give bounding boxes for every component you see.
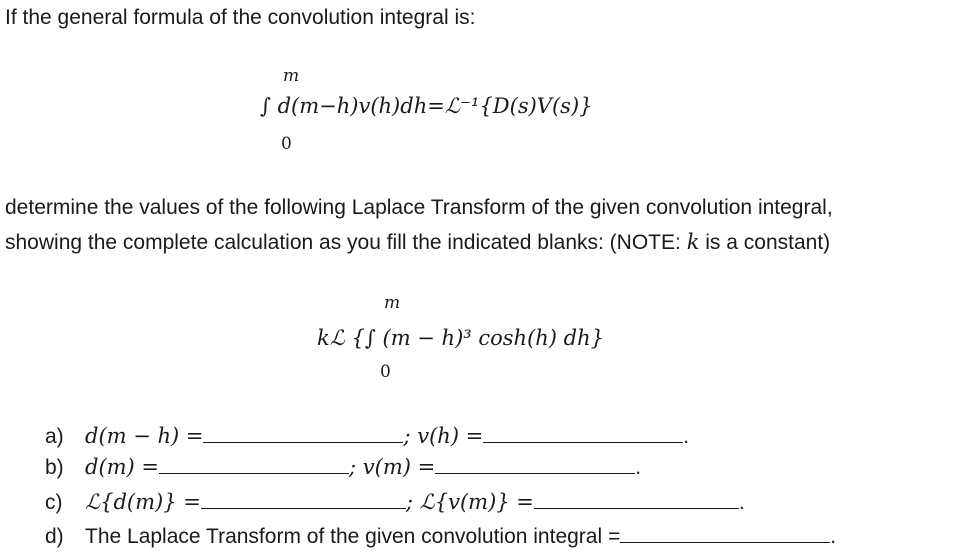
instructions-line2 bbox=[5, 230, 830, 255]
question-c bbox=[45, 490, 745, 515]
instructions-line1: determine the values of the following Laplace Transform of the given convolution integral, bbox=[5, 196, 833, 219]
blank-laplace-d-m[interactable] bbox=[201, 490, 406, 509]
formula2-expression: kℒ {∫ (m − h)³ cosh(h) dh} bbox=[317, 326, 604, 350]
question-a-end: . bbox=[683, 425, 690, 448]
intro-text: If the general formula of the convolution integral is: bbox=[5, 6, 476, 29]
formula2-upper-limit: m bbox=[384, 293, 401, 313]
constant-k: k bbox=[686, 230, 700, 254]
blank-laplace-v-m[interactable] bbox=[534, 490, 739, 509]
formula1-expression: ∫ d(m−h)v(h)dh=ℒ⁻¹{D(s)V(s)} bbox=[260, 94, 593, 118]
question-c-left: ℒ{d(m)} = bbox=[85, 490, 201, 514]
question-d-end: . bbox=[830, 525, 837, 548]
blank-d-m-minus-h[interactable] bbox=[203, 424, 403, 443]
question-a-label: a) bbox=[45, 425, 64, 448]
instructions-line2-before: showing the complete calculation as you fill the indicated blanks: (NOTE: bbox=[5, 231, 687, 254]
question-a-mid: ; v(h) = bbox=[403, 424, 484, 448]
blank-v-m[interactable] bbox=[435, 455, 635, 474]
question-d-label: d) bbox=[45, 525, 64, 548]
question-b-end: . bbox=[635, 456, 642, 479]
question-b-label: b) bbox=[45, 456, 64, 479]
question-d-left: The Laplace Transform of the given convolution integral = bbox=[85, 525, 621, 548]
question-c-label: c) bbox=[45, 491, 63, 514]
question-b-left: d(m) = bbox=[85, 455, 160, 479]
question-b-mid: ; v(m) = bbox=[349, 455, 436, 479]
formula1-lower-limit: 0 bbox=[281, 134, 292, 154]
question-c-mid: ; ℒ{v(m)} = bbox=[405, 490, 534, 514]
blank-v-h[interactable] bbox=[483, 424, 683, 443]
question-b bbox=[45, 455, 641, 480]
instructions-line2-after: is a constant) bbox=[699, 231, 831, 254]
formula2-lower-limit: 0 bbox=[380, 362, 391, 382]
question-a bbox=[45, 424, 689, 449]
formula1-upper-limit: m bbox=[283, 66, 300, 86]
blank-d-m[interactable] bbox=[159, 455, 349, 474]
question-d bbox=[45, 524, 836, 549]
question-a-left: d(m − h) = bbox=[85, 424, 204, 448]
question-c-end: . bbox=[738, 491, 745, 514]
blank-laplace-result[interactable] bbox=[620, 524, 830, 543]
